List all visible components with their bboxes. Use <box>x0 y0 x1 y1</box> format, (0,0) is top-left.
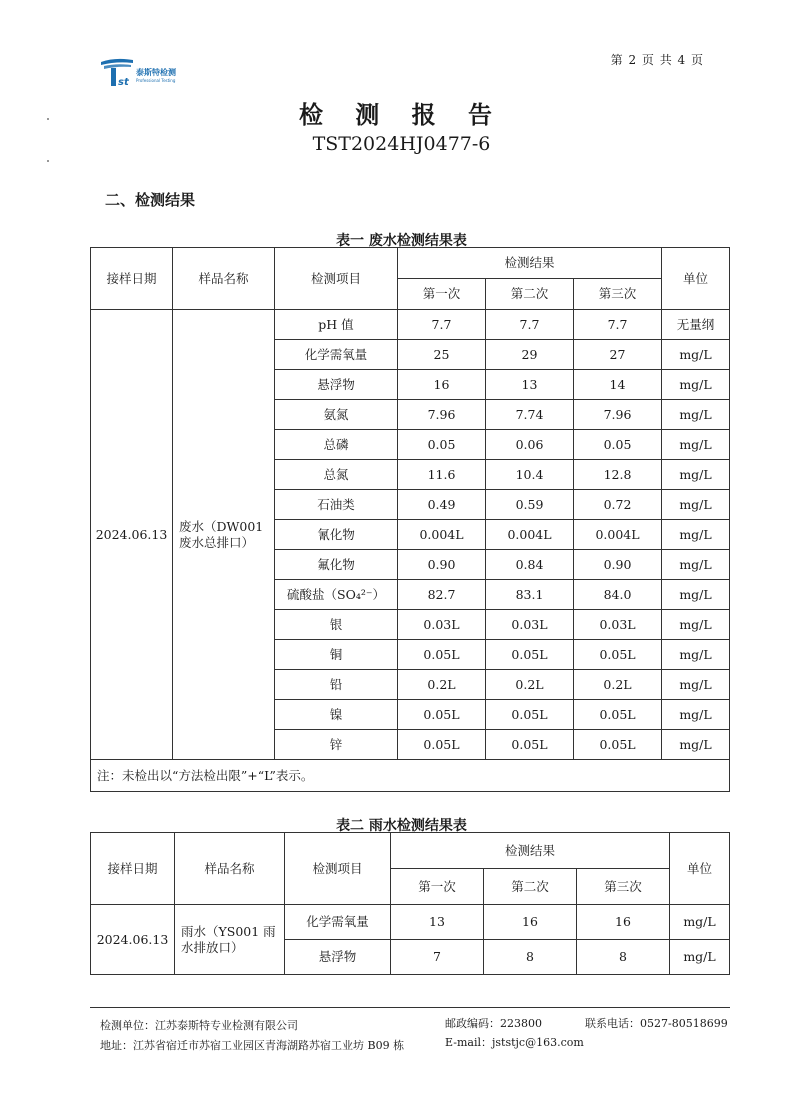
test-item: 镍 <box>275 700 398 730</box>
table-row <box>91 905 730 940</box>
header-date: 接样日期 <box>91 248 173 310</box>
result-third: 0.90 <box>574 550 662 580</box>
result-second: 16 <box>484 905 577 940</box>
logo-english-tagline: Professional Testing <box>136 78 176 83</box>
result-second: 10.4 <box>486 460 574 490</box>
result-unit: mg/L <box>662 400 730 430</box>
result-first: 82.7 <box>398 580 486 610</box>
header-third: 第三次 <box>574 279 662 310</box>
footer-email: E-mail：jststjc@163.com <box>445 1036 584 1049</box>
wastewater-results-table <box>90 247 730 792</box>
report-code: TST2024HJ0477-6 <box>312 133 491 155</box>
result-unit: mg/L <box>662 490 730 520</box>
result-first: 0.05 <box>398 430 486 460</box>
result-second: 0.05L <box>486 700 574 730</box>
result-second: 0.84 <box>486 550 574 580</box>
result-second: 83.1 <box>486 580 574 610</box>
header-sample: 样品名称 <box>175 833 285 905</box>
header-results: 检测结果 <box>398 248 662 279</box>
result-unit: mg/L <box>662 550 730 580</box>
rainwater-results-table <box>90 832 730 975</box>
sample-name: 废水（DW001 废水总排口） <box>173 310 275 760</box>
test-item: 氰化物 <box>275 520 398 550</box>
result-first: 7.96 <box>398 400 486 430</box>
result-third: 12.8 <box>574 460 662 490</box>
sample-date: 2024.06.13 <box>91 310 173 760</box>
result-unit: mg/L <box>662 640 730 670</box>
result-second: 0.03L <box>486 610 574 640</box>
result-unit: mg/L <box>670 940 730 975</box>
table2-caption: 表二 雨水检测结果表 <box>336 818 467 834</box>
test-item: 银 <box>275 610 398 640</box>
report-title: 检 测 报 告 <box>298 101 505 129</box>
result-first: 16 <box>398 370 486 400</box>
footer-postcode: 邮政编码：223800 <box>445 1017 542 1030</box>
result-third: 8 <box>577 940 670 975</box>
result-first: 25 <box>398 340 486 370</box>
header-second: 第二次 <box>486 279 574 310</box>
result-first: 0.05L <box>398 730 486 760</box>
result-first: 0.49 <box>398 490 486 520</box>
result-first: 11.6 <box>398 460 486 490</box>
result-unit: mg/L <box>662 580 730 610</box>
test-item: 铜 <box>275 640 398 670</box>
footer-unit: 检测单位：江苏泰斯特专业检测有限公司 <box>100 1019 298 1032</box>
logo-mark-icon <box>99 56 135 88</box>
result-second: 0.59 <box>486 490 574 520</box>
table1-note: 注：未检出以“方法检出限”+“L”表示。 <box>91 760 730 792</box>
result-unit: mg/L <box>662 340 730 370</box>
result-third: 0.05 <box>574 430 662 460</box>
test-item: 总磷 <box>275 430 398 460</box>
test-item: 氨氮 <box>275 400 398 430</box>
result-third: 84.0 <box>574 580 662 610</box>
result-third: 0.004L <box>574 520 662 550</box>
header-date: 接样日期 <box>91 833 175 905</box>
result-third: 0.72 <box>574 490 662 520</box>
test-item: 总氮 <box>275 460 398 490</box>
result-unit: mg/L <box>662 670 730 700</box>
result-unit: mg/L <box>662 730 730 760</box>
result-second: 0.004L <box>486 520 574 550</box>
result-first: 0.05L <box>398 640 486 670</box>
result-unit: mg/L <box>662 520 730 550</box>
result-first: 0.05L <box>398 700 486 730</box>
footer-address: 地址：江苏省宿迁市苏宿工业园区青海湖路苏宿工业坊 B09 栋 <box>100 1039 405 1052</box>
footer-divider <box>90 1007 730 1008</box>
header-unit: 单位 <box>662 248 730 310</box>
table1-caption: 表一 废水检测结果表 <box>336 233 467 249</box>
result-unit: mg/L <box>670 905 730 940</box>
result-third: 7.7 <box>574 310 662 340</box>
result-second: 0.05L <box>486 730 574 760</box>
sample-date: 2024.06.13 <box>91 905 175 975</box>
header-item: 检测项目 <box>285 833 391 905</box>
test-item: 氟化物 <box>275 550 398 580</box>
result-third: 0.2L <box>574 670 662 700</box>
result-second: 13 <box>486 370 574 400</box>
result-second: 0.06 <box>486 430 574 460</box>
logo-chinese-name: 泰斯特检测 <box>136 68 176 77</box>
result-second: 29 <box>486 340 574 370</box>
result-unit: mg/L <box>662 370 730 400</box>
logo-mark-text: st <box>118 77 129 88</box>
header-third: 第三次 <box>577 869 670 905</box>
result-second: 0.05L <box>486 640 574 670</box>
result-first: 7.7 <box>398 310 486 340</box>
company-logo <box>99 56 199 88</box>
result-third: 0.05L <box>574 640 662 670</box>
header-results: 检测结果 <box>391 833 670 869</box>
test-item: 铅 <box>275 670 398 700</box>
test-item: 石油类 <box>275 490 398 520</box>
result-third: 16 <box>577 905 670 940</box>
result-third: 0.03L <box>574 610 662 640</box>
page-number: 第 2 页 共 4 页 <box>610 53 704 67</box>
result-third: 0.05L <box>574 700 662 730</box>
result-second: 7.7 <box>486 310 574 340</box>
result-third: 27 <box>574 340 662 370</box>
section-title: 二、检测结果 <box>105 191 196 209</box>
scan-speck <box>47 160 49 162</box>
test-item: 悬浮物 <box>285 940 391 975</box>
result-unit: 无量纲 <box>662 310 730 340</box>
result-third: 7.96 <box>574 400 662 430</box>
result-second: 8 <box>484 940 577 975</box>
test-item: pH 值 <box>275 310 398 340</box>
test-item: 锌 <box>275 730 398 760</box>
result-third: 14 <box>574 370 662 400</box>
result-unit: mg/L <box>662 610 730 640</box>
header-unit: 单位 <box>670 833 730 905</box>
header-sample: 样品名称 <box>173 248 275 310</box>
test-item: 硫酸盐（SO₄²⁻） <box>275 580 398 610</box>
result-second: 0.2L <box>486 670 574 700</box>
test-item: 化学需氧量 <box>285 905 391 940</box>
sample-name: 雨水（YS001 雨水排放口） <box>175 905 285 975</box>
test-item: 化学需氧量 <box>275 340 398 370</box>
result-first: 0.03L <box>398 610 486 640</box>
result-first: 0.90 <box>398 550 486 580</box>
result-unit: mg/L <box>662 430 730 460</box>
footer-phone: 联系电话：0527-80518699 <box>585 1017 728 1030</box>
header-second: 第二次 <box>484 869 577 905</box>
result-second: 7.74 <box>486 400 574 430</box>
test-item: 悬浮物 <box>275 370 398 400</box>
result-third: 0.05L <box>574 730 662 760</box>
header-item: 检测项目 <box>275 248 398 310</box>
header-first: 第一次 <box>398 279 486 310</box>
table-row <box>91 310 730 340</box>
result-unit: mg/L <box>662 460 730 490</box>
header-first: 第一次 <box>391 869 484 905</box>
result-first: 7 <box>391 940 484 975</box>
result-first: 13 <box>391 905 484 940</box>
result-unit: mg/L <box>662 700 730 730</box>
result-first: 0.004L <box>398 520 486 550</box>
result-first: 0.2L <box>398 670 486 700</box>
